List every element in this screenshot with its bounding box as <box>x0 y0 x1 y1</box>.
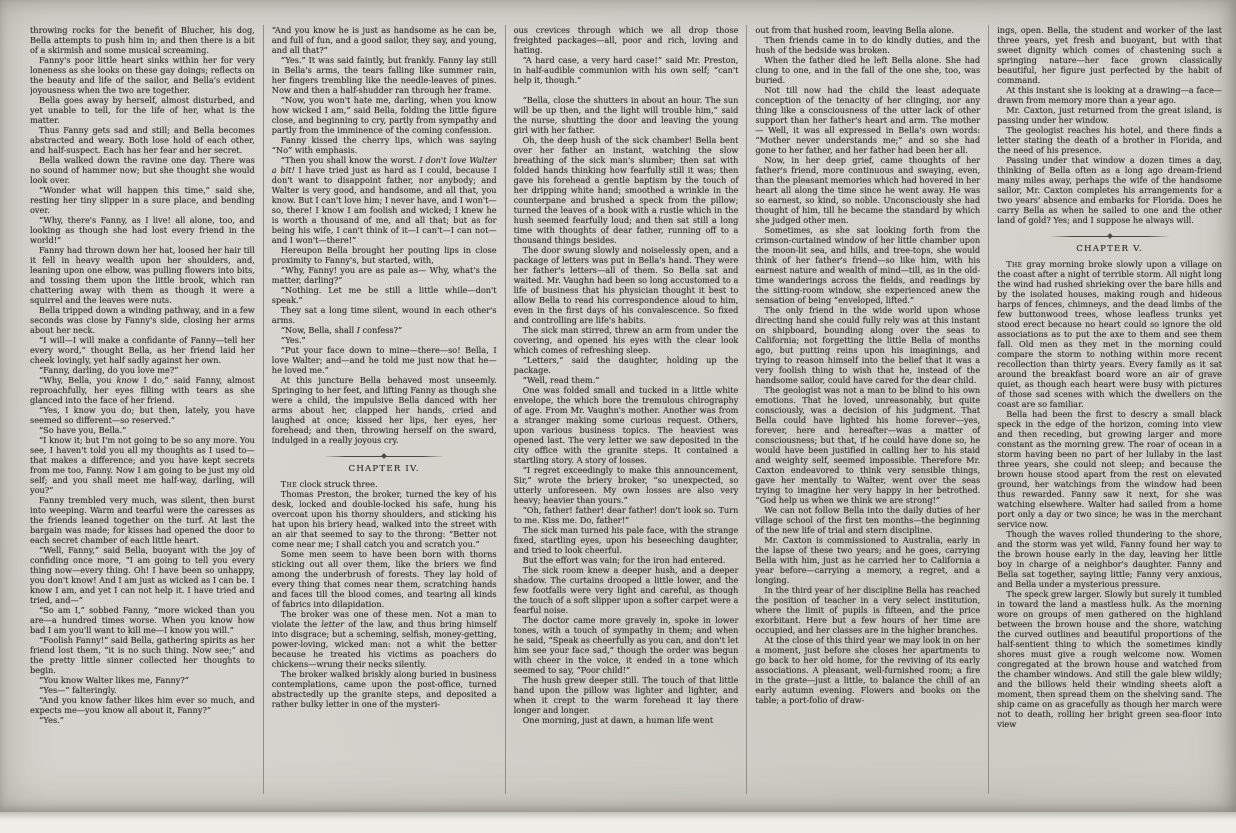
paragraph: Sometimes, as she sat looking forth from the crimson-curtained window of her little chamber upon the moon-lit sea, and hills, and tree-tops, she would think of her father's friend—so like him, with his earnest nature and wealth of mind—till, as in the old-time wanderings across the fields, and readings by the sitting-room window, she experienced anew the sensation of being “enveloped, lifted.” <box>755 225 981 305</box>
paragraph: The sick man stirred, threw an arm from under the covering, and opened his eyes with the clear look which comes of refreshing sleep. <box>513 325 739 355</box>
paragraph: The broker walked briskly along buried in business contemplations, came upon the post-office, turned abstractedly up the granite steps, and deposited a rather bulky letter in one of the mysteri- <box>271 669 497 709</box>
text-column-2 <box>263 25 505 794</box>
paragraph: The geologist reaches his hotel, and there finds a letter stating the death of a brother in Florida, and the need of his presence. <box>997 125 1222 155</box>
paragraph: They sat a long time silent, wound in each other's arms. <box>271 305 497 325</box>
paragraph: The only friend in the wide world upon whose directing hand she could fully rely was at this instant on shipboard, bounding along over the seas to California; not forgetting the little Bella of months ago, but putting reins upon his imaginings, and trying to reason himself into the belief that it was a very foolish thing to wish that he, instead of the handsome sailor, could have cared for the dear child. <box>755 305 981 385</box>
paragraph: One morning, just at dawn, a human life went <box>522 715 714 725</box>
paragraph: Mr. Caxton is commissioned to Australia, early in the lapse of these two years; and he goes, carrying Bella with him, just as he carried her to California a year before—carrying a memory, a regret, and a longing. <box>755 535 981 585</box>
paragraph: Not till now had the child the least adequate conception of the tenacity of her clinging, nor any thing like a consciousness of the utter lack of other support than her father's heart and arm. The mother— Well, it was all expressed in Bella's own words: “Mother never understands me;” and so she had gone to her father, and her father had been her all. <box>755 85 981 155</box>
paragraph: Then friends came in to do kindly duties, and the hush of the bedside was broken. <box>755 35 981 55</box>
section-divider-ornament <box>1050 234 1170 239</box>
paragraph: Fanny had thrown down her hat, loosed her hair till it fell in heavy wealth upon her shoulders, and, leaning upon one elbow, was pulling flowers into bits, and tossing them upon the little brook, which ran chattering away with them as though it were a squirrel and the leaves were nuts. <box>30 245 255 305</box>
paragraph: Some men seem to have been born with thorns sticking out all over them, like the briers we find among the underbrush of forests. They lay hold of every thing that comes near them, scratching hands and faces till the blood comes, and tearing all kinds of fabrics into dilapidation. <box>271 549 497 609</box>
paragraph: ous crevices through which we all drop those freighted packages—all, poor and rich, loving and hating. <box>513 25 739 55</box>
paragraph: ings, open. Bella, the student and worker of the last three years, yet fresh and buoyant, but with that sweet dignity which comes of chastening such a springing nature—her face grown classically beautiful, her figure just perfected by the habit of command. <box>997 25 1222 85</box>
paragraph: The speck grew larger. Slowly but surely it tumbled in toward the land a mastless hulk. As the morning wore on groups of men gathered on the highland between the brown house and the shore, watching the curved outlines and beautiful proportions of the half-sentient thing to which the sometimes kindly shores must give a rough welcome now. Women congregated at the brown house and watched from the chamber windows. And still the gale blew wildly; and the billows held their winding sheets aloft a moment, then spread them on the shelving sand. The ship came on as gracefully as though her march were not to death, rolling her bright green sea-floor into view <box>997 589 1222 729</box>
paragraph: We can not follow Bella into the daily duties of her village school of the first ten months—the beginning of the new life of trial and stern discipline. <box>755 505 981 535</box>
paragraph: “Letters,” said the daughter, holding up the package. <box>513 355 739 375</box>
paragraph: When the father died he left Bella alone. She had clung to one, and in the fall of the one she, too, was buried. <box>755 55 981 85</box>
paragraph: “Oh, father! father! dear father! don't look so. Turn to me. Kiss me. Do, father!” <box>513 505 739 525</box>
paragraph: “Yes—” falteringly. <box>39 685 117 695</box>
paragraph: The gray morning broke slowly upon a village on the coast after a night of terrible storm. All night long the wind had rushed shrieking over the bare hills and by the isolated houses, making rough and hideous harps of fences, chimneys, and the dead limbs of the few buttonwood trees, whose leafless trunks yet stood erect because no heart could so ignore the old associations as to put the axe to them and see them fall. Old men as they met in the morning could compare the storm to nothing within more recent recollection than thirty years. Every family as it sat around the breakfast board wore an air of grave quiet, as though each heart were busy with pictures of those sad scenes with which the dwellers on the coast are so familiar. <box>997 259 1222 409</box>
paragraph: Hereupon Bella brought her pouting lips in close proximity to Fanny's, but started, with, <box>271 245 497 265</box>
paragraph: “And you know he is just as handsome as he can be, and full of fun, and a good sailor, they say, and young, and all that?” <box>271 25 497 55</box>
paragraph: Oh, the deep hush of the sick chamber! Bella bent over her father an instant, watching the slow breathing of the sick man's slumber; then sat with folded hands thinking how fearfully still it was; then gave his forehead a gentle baptism by the touch of her dripping white hand; smoothed a wrinkle in the counterpane and brushed a speck from the pillow; turned the leaves of a book with a rustle which in the hush seemed fearfully loud; and then sat still a long time with thoughts of dear father, running off to a thousand things besides. <box>513 135 739 245</box>
paragraph: “So am I,” sobbed Fanny, “more wicked than you are—a hundred times worse. When you know how bad I am you'll want to kill me—I know you will.” <box>30 605 255 635</box>
paragraph: The hush grew deeper still. The touch of that little hand upon the pillow was lighter and lighter, and when it crept to the warm forehead it lay there longer and longer. <box>513 675 739 715</box>
chapter-opening-word: The <box>1006 259 1023 269</box>
paragraph: At this instant she is looking at a drawing—a face—drawn from memory more than a year ago. <box>997 85 1222 105</box>
paragraph: “I know it; but I'm not going to be so any more. You see, I haven't told you all my thoughts as I used to—that makes a difference; and you have kept secrets from me too, Fanny. Now I am going to be just my old self; and you shall meet me half-way, darling, will you?” <box>30 435 255 495</box>
paragraph: The broker was one of these men. Not a man to violate the letter of the law, and thus bring himself into disgrace; but a scheming, selfish, money-getting, power-loving, wicked man: not a whit the better because he treated his victims as poachers do chickens—wrung their necks silently. <box>271 609 497 669</box>
paragraph: “So have you, Bella.” <box>39 425 127 435</box>
text-column-1 <box>30 25 263 794</box>
paragraph: Fanny trembled very much, was silent, then burst into weeping. Warm and tearful were the caresses as the friends leaned together on the turf. At last the bargain was made; for kisses had opened the door to each secret chamber of each little heart. <box>30 495 255 545</box>
paragraph: Mr. Caxton, just returned from the great island, is passing under her window. <box>997 105 1222 125</box>
paragraph: Bella tripped down a winding pathway, and in a few seconds was close by Fanny's side, closing her arms about her neck. <box>30 305 255 335</box>
paragraph: Bella had been the first to descry a small black speck in the edge of the horizon, coming into view and then receding, but growing larger and more constant as the morning grew. The roar of ocean in a storm having been no part of her lullaby in the last three years, she could not sleep; and because the brown house stood apart from the rest on elevated ground, her watchings from the window had been thus rewarded. Fanny saw it next, for she was watching elsewhere. Walter had sailed from a home port only a day or two since; he was in the merchant service now. <box>997 409 1222 529</box>
paragraph: “Why, Fanny! you are as pale as— Why, what's the matter, darling?” <box>271 265 497 285</box>
paragraph: “Bella, close the shutters in about an hour. The sun will be up then, and the light will trouble him,” said the nurse, shutting the door and leaving the young girl with her father. <box>513 95 739 135</box>
paragraph: “Yes.” It was said faintly, but frankly. Fanny lay still in Bella's arms, the tears falling like summer rain, her fingers trembling like the needle-leaves of pines. Now and then a half-shudder ran through her frame. <box>271 55 497 95</box>
paragraph: The door swung slowly and noiselessly open, and a package of letters was put in Bella's hand. They were her father's letters—all of them. So Bella sat and waited. Mr. Vaughn had been so long accustomed to a life of business that his physician thought it best to allow Bella to read his correspondence aloud to him, even in the first days of his convalescence. So fixed and controlling are life's habits. <box>513 245 739 325</box>
paragraph: Bella walked down the ravine one day. There was no sound of hammer now; but she thought she would look over. <box>30 155 255 185</box>
paragraph: “Now, you won't hate me, darling, when you know how wicked I am,” said Bella, folding the little figure close, and beginning to cry, partly from sympathy and partly from the imminence of the coming confession. <box>271 95 497 135</box>
text-column-3 <box>505 25 747 794</box>
paragraph: “Well, Fanny,” said Bella, buoyant with the joy of confiding once more, “I am going to tell you every thing now—every thing. Oh! I have been so unhappy, you don't know! And I am just as wicked as I can be. I know I am, and yet I can not help it. I have tried and tried, and—” <box>30 545 255 605</box>
paragraph: At the close of this third year we may look in on her a moment, just before she closes her apartments to go back to her old home, for the reviving of its early associations. A pleasant, well-furnished room; a fire in the grate—just a little, to balance the chill of an early autumn evening. Flowers and books on the table; a port-folio of draw- <box>755 635 981 705</box>
paragraph: “Yes.” <box>39 715 64 725</box>
paragraph: “Why, Bella, you know I do,” said Fanny, almost reproachfully, her eyes filling with tears as she glanced into the face of her friend. <box>30 375 255 405</box>
paragraph: Now, in her deep grief, came thoughts of her father's friend, more continuous and swaying, even, than the pleasant memories which had hovered in her heart all along the time since he went away. He was so earnest, so kind, so noble. Unconsciously she had thought of him, till he became the standard by which she judged other men. <box>755 155 981 225</box>
paragraph: “Foolish Fanny!” said Bella, gathering spirits as her friend lost them, “it is no such thing. Now see;” and the pretty little sinner collected her thoughts to begin. <box>30 635 255 675</box>
paragraph: Thus Fanny gets sad and still; and Bella becomes abstracted and weary. Both lose hold of each other, and half-suspect. Each has her fear and her secret. <box>30 125 255 155</box>
section-divider-ornament <box>324 454 444 459</box>
paragraph: “Put your face down to mine—there—so! Bella, I love Walter; and—and he told me just now that he—he loved me.” <box>271 345 497 375</box>
chapter-heading: CHAPTER V. <box>1076 244 1143 254</box>
paragraph: The sick man turned his pale face, with the strange fixed, startling eyes, upon his beseeching daughter, and tried to look cheerful. <box>513 525 739 555</box>
paragraph: The sick room knew a deeper hush, and a deeper shadow. The curtains drooped a little lower, and the few footfalls were very light and careful, as though the touch of a soft slipper upon a softer carpet were a fearful noise. <box>513 565 739 615</box>
paragraph: The clock struck three. <box>280 479 378 489</box>
paragraph: At this juncture Bella behaved most unseemly. Springing to her feet, and lifting Fanny as though she were a child, the impulsive Bella danced with her arms about her, clapped her hands, cried and laughed at once; kissed her lips, her eyes, her forehead; and then, throwing herself on the sward, indulged in a really joyous cry. <box>271 375 497 445</box>
paragraph: Bella goes away by herself, almost disturbed, and yet unable to tell, for the life of her, what is the matter. <box>30 95 255 125</box>
paragraph: “Nothing. Let me be still a little while—don't speak.” <box>271 285 497 305</box>
paragraph: “Why, there's Fanny, as I live! all alone, too, and looking as though she had lost every friend in the world!” <box>30 215 255 245</box>
paragraph: “Yes, I know you do; but then, lately, you have seemed so different—so reserved.” <box>30 405 255 425</box>
text-column-5 <box>988 25 1222 794</box>
chapter-opening-word: The <box>280 479 298 489</box>
chapter-heading: CHAPTER IV. <box>348 464 420 474</box>
text-column-4 <box>746 25 988 794</box>
paragraph: “You know Walter likes me, Fanny?” <box>39 675 189 685</box>
paragraph: “I will—I will make a confidante of Fanny—tell her every word,” thought Bella, as her friend laid her cheek lovingly, yet half sadly against her own. <box>30 335 255 365</box>
paragraph: Passing under that window a dozen times a day, thinking of Bella often as a long ago dream-friend many miles away, perhaps the wife of the handsome sailor, Mr. Caxton completes his arrangements for a two years' absence and embarks for Florida. Does he carry Bella as when he sailed to one and the other land of gold? Yes; and I suppose he always will. <box>997 155 1222 225</box>
paragraph: One was folded small and tucked in a little white envelope, the which bore the tremulous chirography of age. From Mr. Vaughn's mother. Another was from a stranger making some curious request. Others, upon various business topics. The heaviest was opened last. The very letter we saw deposited in the city office with the granite steps. It contained a startling story. A story of losses. <box>513 385 739 465</box>
paragraph: throwing rocks for the benefit of Blucher, his dog, Bella attempts to push him in; and then there is a bit of a skirmish and some musical screaming. <box>30 25 255 55</box>
paragraph: “Now, Bella, shall I confess?” <box>280 325 403 335</box>
paragraph: The geologist was not a man to be blind to his own emotions. That he loved, unreasonably, but quite consciously, was a decision of his judgment. That Bella could have lighted his home forever—yes, forever, here and hereafter—was a matter of consciousness; but that, if he could have done so, he would have been justified in calling her to his staid and weighty self, seemed impossible. Therefore Mr. Caxton endeavored to think very sensible things, gave her mentally to Walter, went over the seas trying to imagine her very happy in her betrothed. “God help us when we think we are strong!” <box>755 385 981 505</box>
paragraph: In the third year of her discipline Bella has reached the position of teacher in a very select institution, where the limit of pupils is fifteen, and the price exorbitant. Here but a few hours of her time are occupied, and her classes are in the higher branches. <box>755 585 981 635</box>
paragraph: “Well, read them.” <box>522 375 600 385</box>
paragraph: “And you know father likes him ever so much, and expects me—you know all about it, Fanny?” <box>30 695 255 715</box>
paragraph: “Wonder what will happen this time,” said she, resting her tiny slipper in a sure place, and bending over. <box>30 185 255 215</box>
paragraph: Fanny's poor little heart sinks within her for very loneness as she looks on these gay doings; reflects on the beauty and life of the sailor, and Bella's evident joyousness when the two are together. <box>30 55 255 95</box>
scene-break <box>514 85 739 95</box>
paragraph: “Then you shall know the worst. I don't love Walter a bit! I have tried just as hard as I could, because I don't want to disappoint father, nor anybody; and Walter is very good, and handsome, and all that, you know. But I can't love him; I never have, and I won't—so, there! I know I am foolish and wicked; I knew he is worth a thousand of me, and all that; but as for being his wife, I can't think of it—I can't—I can not—and I won't—there!” <box>271 155 497 245</box>
paragraph: “Fanny, darling, do you love me?” <box>39 365 179 375</box>
page-bottom-edge <box>0 812 1236 833</box>
paragraph: “A hard case, a very hard case!” said Mr. Preston, in half-audible communion with his own self; “can't help it, though.” <box>513 55 739 85</box>
paragraph: The doctor came more gravely in, spoke in lower tones, with a touch of sympathy in them; and when he said, “Speak as cheerfully as you can, and don't let him see your face sad,” though the order was begun with cheer in the voice, it ended in a tone which seemed to say, “Poor child!” <box>513 615 739 675</box>
paragraph: “Yes.” <box>280 335 306 345</box>
paragraph: “I regret exceedingly to make this announcement, Sir,” wrote the briery broker, “so unexpected, so utterly unforeseen. My own losses are also very heavy; heavier than yours.” <box>513 465 739 505</box>
paragraph: out from that hushed room, leaving Bella alone. <box>755 25 954 35</box>
paragraph: Thomas Preston, the broker, turned the key of his desk, locked and double-locked his safe, hung his overcoat upon his thorny shoulders, and sticking his hat upon his briery head, walked into the street with an air that seemed to say to the throng: “Better not come near me; I shall catch you and scratch you.” <box>271 489 497 549</box>
paragraph: Fanny kissed the cherry lips, which was saying “No” with emphasis. <box>271 135 497 155</box>
text-columns <box>30 25 1222 794</box>
paragraph: Though the waves rolled thundering to the shore, and the storm was yet wild, Fanny found her way to the brown house early in the day, leaving her little boy in charge of a neighbor's daughter. Fanny and Bella sat together, saying little; Fanny very anxious, and Bella under a mysterious pressure. <box>997 529 1222 589</box>
paragraph: But the effort was vain; for the iron had entered. <box>522 555 726 565</box>
